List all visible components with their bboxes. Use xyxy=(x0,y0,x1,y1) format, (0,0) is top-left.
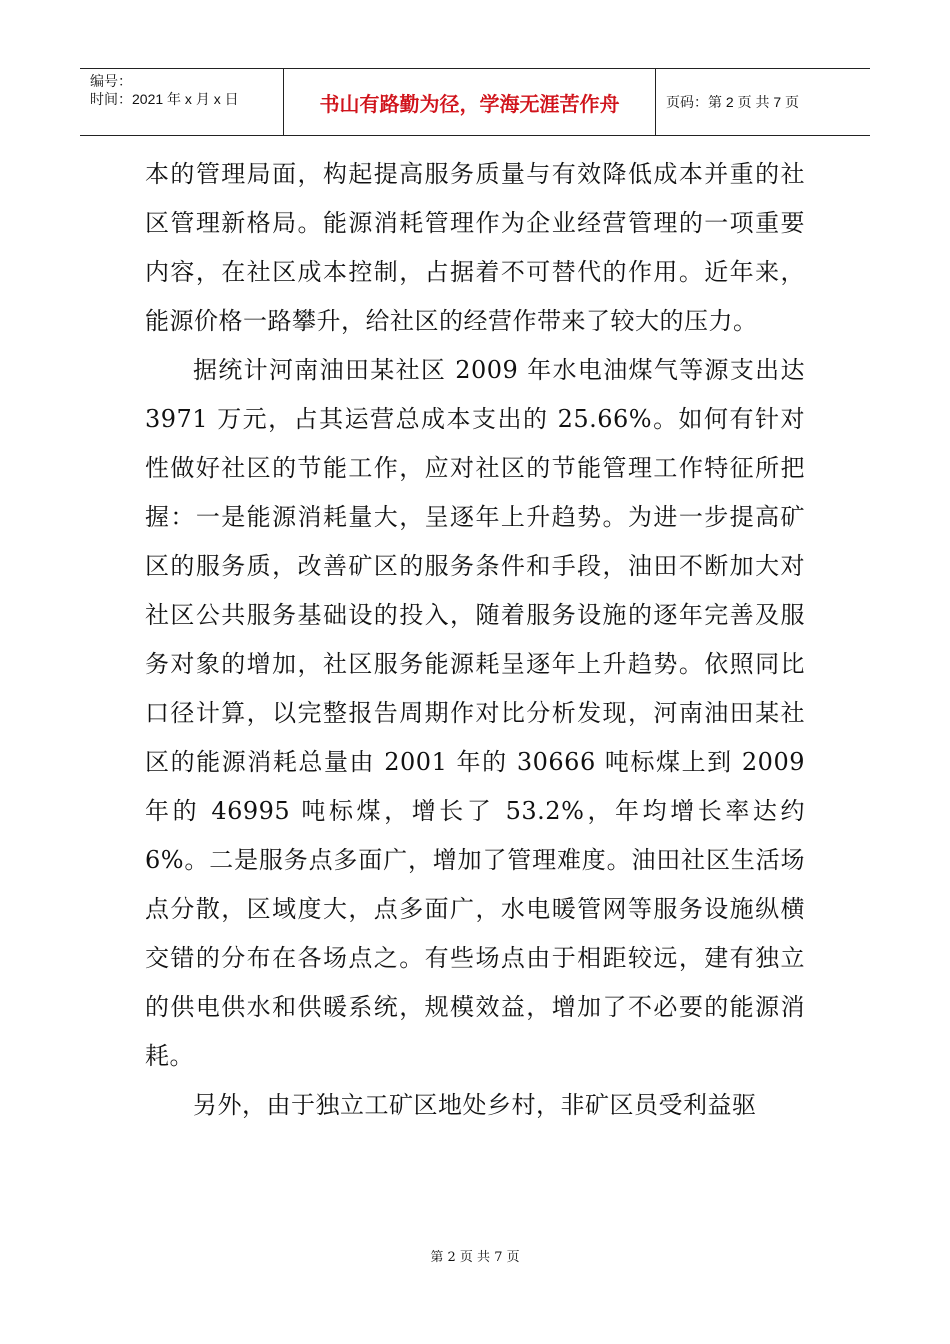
header-page-number: 页码：第 2 页 共 7 页 xyxy=(666,94,800,110)
body-paragraph: 据统计河南油田某社区 2009 年水电油煤气等源支出达 3971 万元，占其运营总成本支出的 25.66%。如何有针对性做好社区的节能工作，应对社区的节能管理工作特征所把握：一是能源消耗量大，呈逐年上升趋势。为进一步提高矿区的服务质，改善矿区的服务条件和手段，油田不断加大对社区公共服务基础设的投入，随着服务设施的逐年完善及服务对象的增加，社区服务能源耗呈逐年上升趋势。依照同比口径计算，以完整报告周期作对比分析发现，河南油田某社区的能源消耗总量由 2001 年的 30666 吨标煤上到 2009 年的 46995 吨标煤，增长了 53.2%，年均增长率达约 6%。二是服务点多面广，增加了管理难度。油田社区生活场点分散，区域度大，点多面广，水电暖管网等服务设施纵横交错的分布在各场点之。有些场点由于相距较远，建有独立的供电供水和供暖系统，规模效益，增加了不必要的能源消耗。 xyxy=(145,356,805,1070)
header-motto: 书山有路勤为径，学海无涯苦作舟 xyxy=(319,91,620,116)
header-page-cell xyxy=(656,69,870,135)
body-paragraph: 另外，由于独立工矿区地处乡村，非矿区员受利益驱 xyxy=(193,1091,757,1119)
footer-page-number: 第 2 页 共 7 页 xyxy=(430,1250,520,1265)
document-time-label: 时间：2021 年 x 月 x 日 xyxy=(90,91,239,107)
header-motto-cell xyxy=(284,69,656,135)
body-paragraph: 本的管理局面，构起提高服务质量与有效降低成本并重的社区管理新格局。能源消耗管理作为企业经营管理的一项重要内容，在社区成本控制，占据着不可替代的作用。近年来，能源价格一路攀升，给社区的经营作带来了较大的压力。 xyxy=(145,160,805,335)
document-number-label: 编号： xyxy=(90,73,132,89)
page-header xyxy=(80,68,870,136)
page-footer xyxy=(0,1246,950,1265)
header-info-cell xyxy=(80,69,284,135)
document-body xyxy=(145,150,805,1130)
